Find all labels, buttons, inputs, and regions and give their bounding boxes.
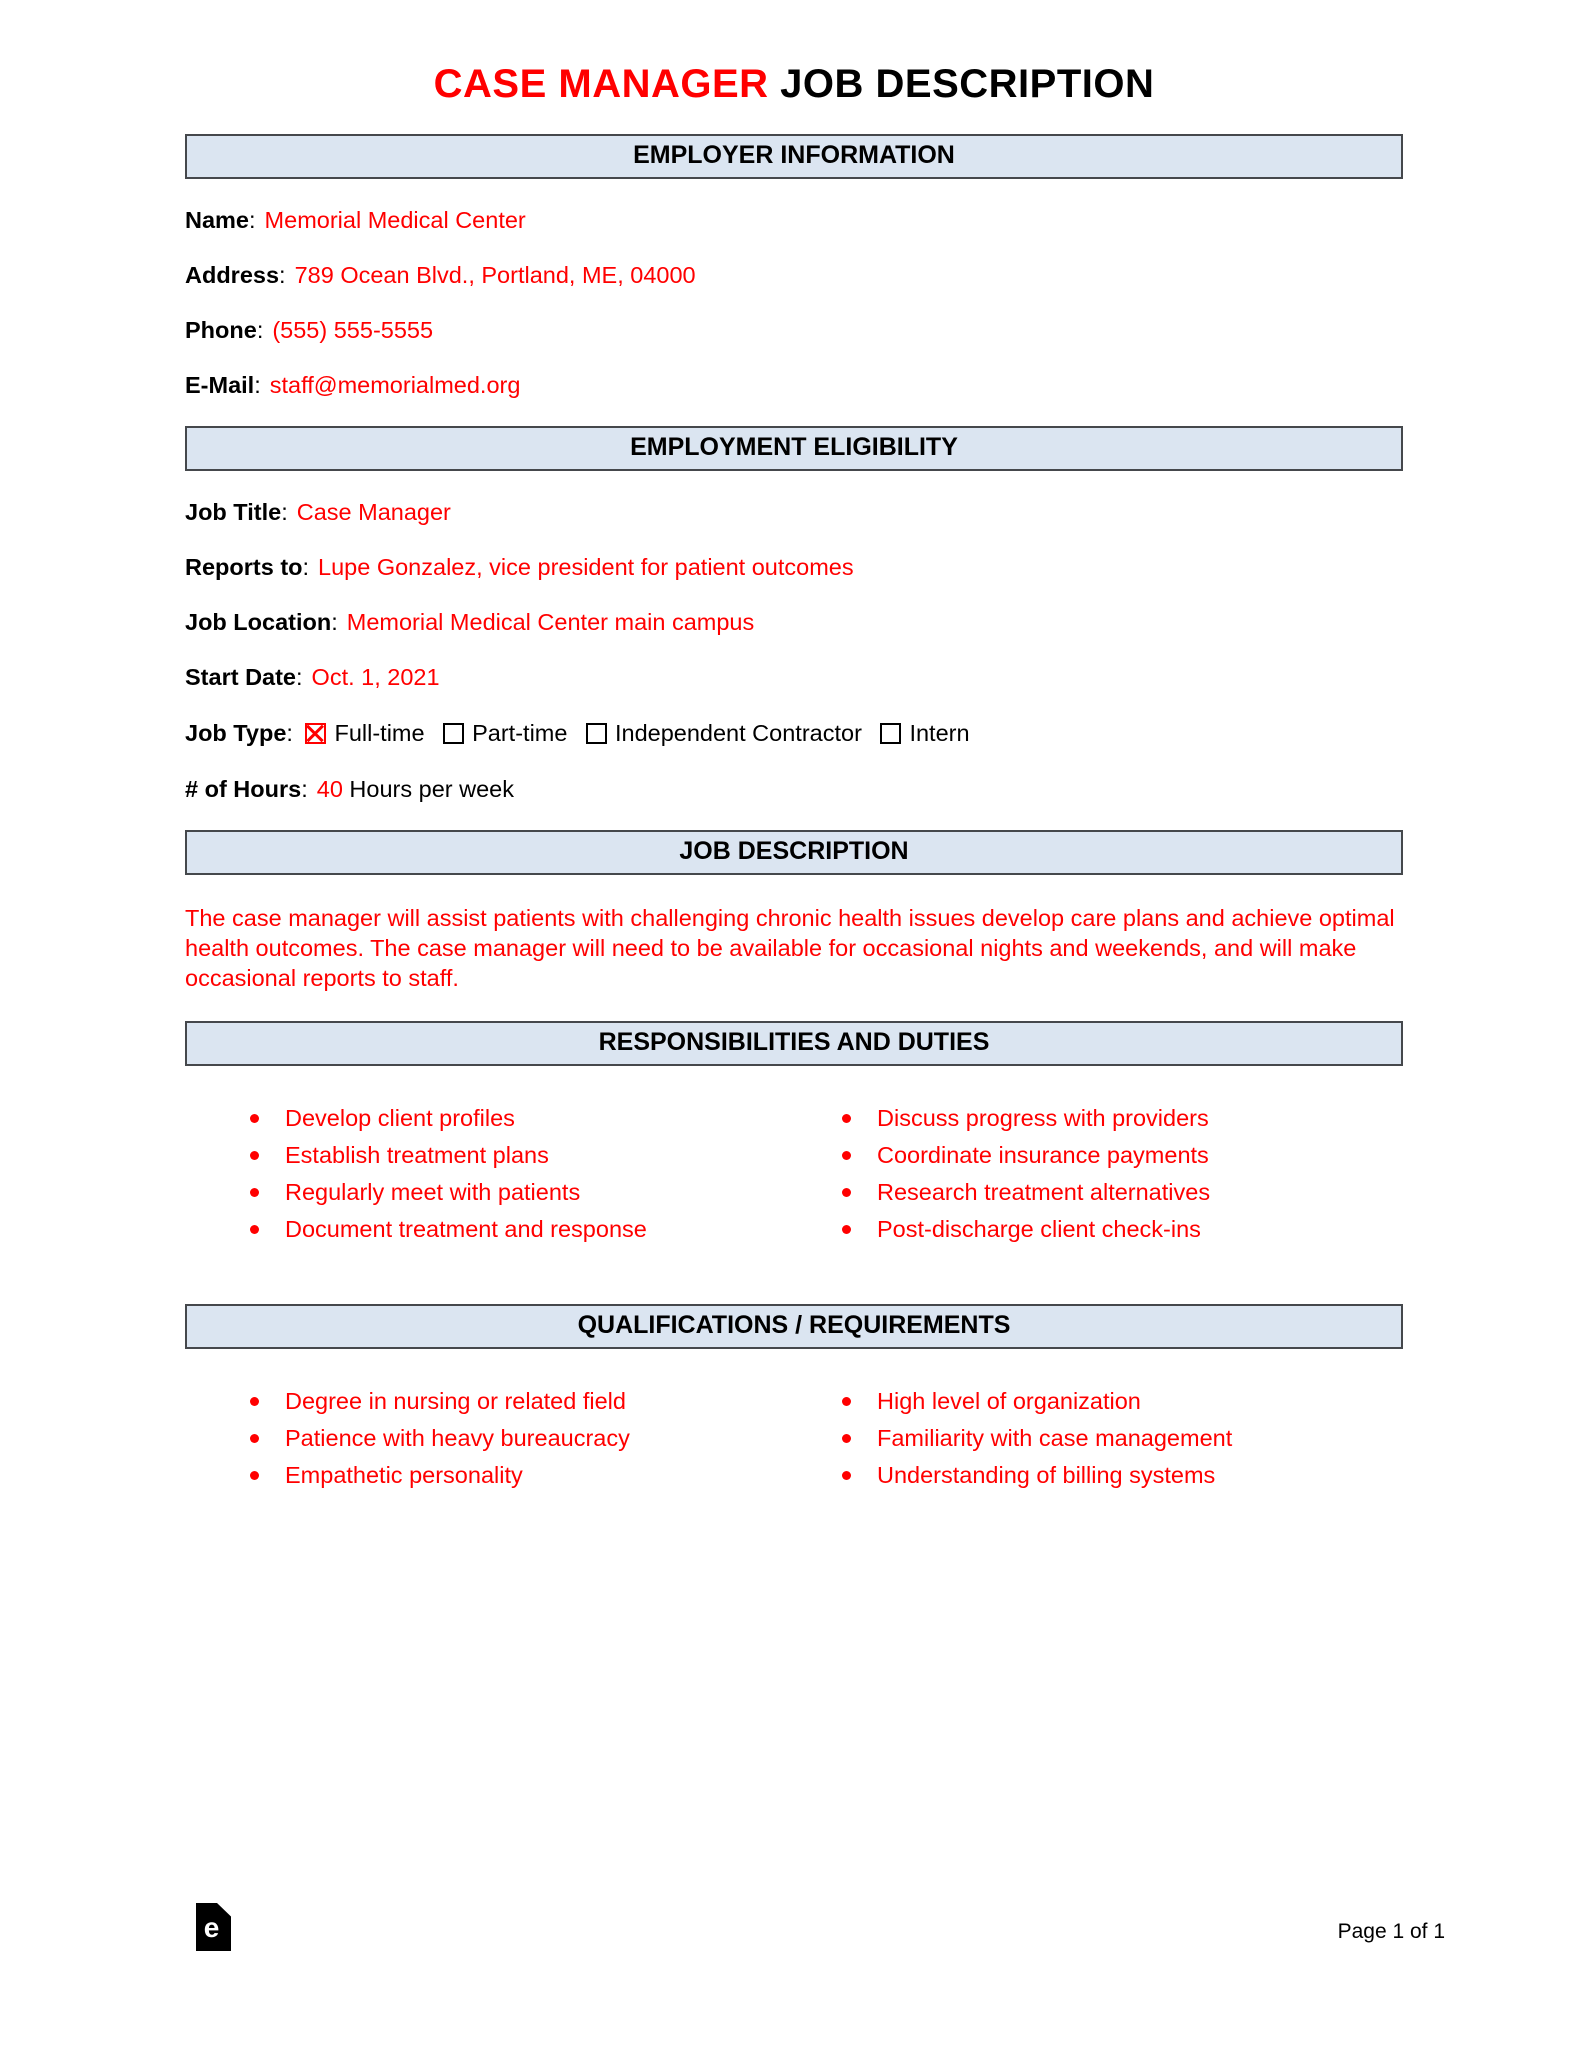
list-item-text: Establish treatment plans [285,1142,549,1168]
colon: : [256,317,264,343]
list-item-text: Patience with heavy bureaucracy [285,1425,630,1451]
colon: : [331,609,338,635]
eforms-logo [196,1903,231,1951]
field-name-label: Name [185,207,250,233]
section-header-employment-eligibility: EMPLOYMENT ELIGIBILITY [185,426,1403,471]
list-item [842,1174,1403,1211]
list-item [250,1174,794,1211]
checkbox-independent-contractor[interactable] [586,723,607,744]
qualifications-left-column [185,1383,794,1494]
field-hours [185,775,1403,803]
bullet-icon [842,1114,851,1123]
responsibilities-list [185,1100,1403,1248]
checkbox-intern[interactable] [880,723,901,744]
list-item-text: Post-discharge client check-ins [877,1216,1201,1242]
field-hours-value: 40 [316,776,343,802]
colon: : [286,720,293,746]
field-address-value: 789 Ocean Blvd., Portland, ME, 04000 [294,262,696,288]
field-job-type [185,718,1403,748]
field-address-label: Address [185,262,280,288]
list-item-text: Understanding of billing systems [877,1462,1216,1488]
document-title [185,62,1403,107]
job-type-option-label: Part-time [472,720,568,746]
field-phone [185,316,1403,344]
field-job-location [185,608,1403,636]
field-email-value: staff@memorialmed.org [269,372,521,398]
job-type-option-independent-contractor [580,720,862,746]
checkbox-part-time[interactable] [443,723,464,744]
list-item [842,1383,1403,1420]
colon: : [281,499,288,525]
list-item-text: Empathetic personality [285,1462,523,1488]
colon: : [279,262,286,288]
field-job-type-label: Job Type [185,720,287,746]
bullet-icon [842,1471,851,1480]
list-item-text: Coordinate insurance payments [877,1142,1209,1168]
list-item [250,1137,794,1174]
list-item [250,1457,794,1494]
list-item-text: High level of organization [877,1388,1141,1414]
field-start-date-value: Oct. 1, 2021 [311,664,440,690]
list-item [250,1100,794,1137]
list-item [250,1211,794,1248]
section-header-qualifications: QUALIFICATIONS / REQUIREMENTS [185,1304,1403,1349]
bullet-icon [250,1151,259,1160]
field-hours-suffix: Hours per week [349,776,514,802]
job-type-option-label: Full-time [334,720,425,746]
field-address [185,261,1403,289]
field-email [185,371,1403,399]
bullet-icon [842,1434,851,1443]
list-item-text: Regularly meet with patients [285,1179,581,1205]
list-item [842,1457,1403,1494]
qualifications-list [185,1383,1403,1494]
bullet-icon [250,1397,259,1406]
section-header-job-description: JOB DESCRIPTION [185,830,1403,875]
list-item-text: Document treatment and response [285,1216,647,1242]
field-start-date-label: Start Date [185,664,297,690]
document-content [185,0,1403,1550]
bullet-icon [842,1188,851,1197]
bullet-icon [842,1225,851,1234]
bullet-icon [250,1434,259,1443]
list-item-text: Familiarity with case management [877,1425,1233,1451]
field-reports-to-label: Reports to [185,554,303,580]
field-name-value: Memorial Medical Center [264,207,526,233]
colon: : [296,664,303,690]
list-item [250,1383,794,1420]
field-start-date [185,663,1403,691]
field-reports-to-value: Lupe Gonzalez, vice president for patient outcomes [318,554,854,580]
field-job-location-label: Job Location [185,609,332,635]
list-item [842,1137,1403,1174]
bullet-icon [250,1188,259,1197]
bullet-icon [250,1471,259,1480]
list-item-text: Develop client profiles [285,1105,515,1131]
qualifications-right-column [794,1383,1403,1494]
responsibilities-left-column [185,1100,794,1248]
checkbox-full-time[interactable] [305,723,326,744]
list-item-text: Discuss progress with providers [877,1105,1209,1131]
list-item-text: Research treatment alternatives [877,1179,1211,1205]
field-job-location-value: Memorial Medical Center main campus [346,609,755,635]
colon: : [302,554,310,580]
responsibilities-right-column [794,1100,1403,1248]
field-phone-value: (555) 555-5555 [272,317,434,343]
field-phone-label: Phone [185,317,257,343]
title-rest: JOB DESCRIPTION [768,62,1155,106]
section-header-responsibilities: RESPONSIBILITIES AND DUTIES [185,1021,1403,1066]
eforms-logo-letter: e [203,1912,220,1943]
job-type-option-label: Independent Contractor [614,720,862,746]
job-type-option-label: Intern [909,720,970,746]
job-type-option-intern [874,720,969,746]
field-hours-label: # of Hours [185,776,302,802]
field-name [185,206,1403,234]
field-job-title [185,498,1403,526]
section-header-employer-information: EMPLOYER INFORMATION [185,134,1403,179]
field-email-label: E-Mail [185,372,255,398]
field-reports-to [185,553,1403,581]
list-item [842,1420,1403,1457]
field-job-title-value: Case Manager [296,499,451,525]
list-item [842,1211,1403,1248]
colon: : [254,372,261,398]
field-job-title-label: Job Title [185,499,282,525]
list-item [250,1420,794,1457]
page-number: Page 1 of 1 [1337,1920,1445,1943]
bullet-icon [250,1225,259,1234]
job-description-text: The case manager will assist patients with challenging chronic health issues develop care plans and achieve optimal health outcomes. The case manager will need to be available for occasional nights and weekends, and will make occasional reports to staff. [185,905,1395,991]
bullet-icon [842,1151,851,1160]
colon: : [249,207,256,233]
job-type-option-full-time [299,720,424,746]
list-item [842,1100,1403,1137]
title-highlight: CASE MANAGER [433,62,769,106]
bullet-icon [842,1397,851,1406]
colon: : [301,776,308,802]
bullet-icon [250,1114,259,1123]
job-type-option-part-time [437,720,567,746]
list-item-text: Degree in nursing or related field [285,1388,626,1414]
